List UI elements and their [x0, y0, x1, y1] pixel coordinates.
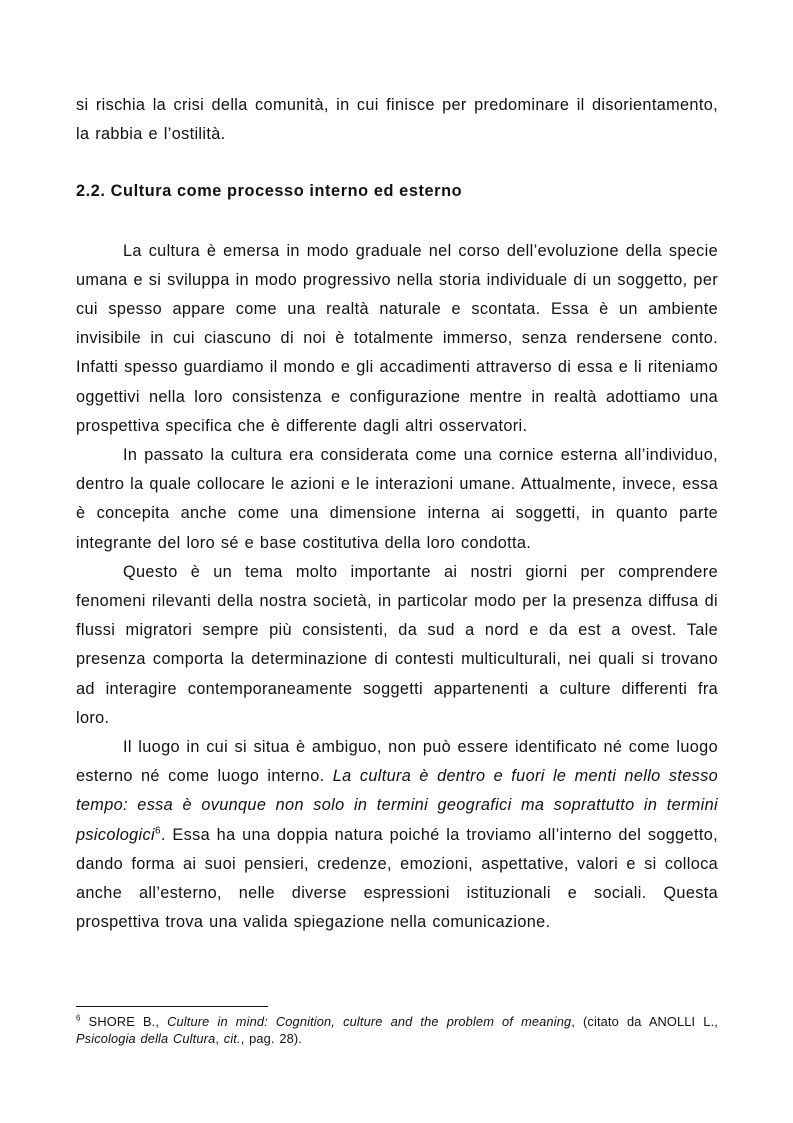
- footnote-separator: ,: [215, 1031, 224, 1046]
- footnote-middle: , (citato da ANOLLI L.,: [571, 1014, 718, 1029]
- footnote-title-1: Culture in mind: Cognition, culture and the problem of meaning: [167, 1014, 572, 1029]
- footnote-reference: 6: [154, 825, 161, 837]
- footnote-end: , pag. 28).: [240, 1031, 302, 1046]
- paragraph-3: Questo è un tema molto importante ai nostri giorni per comprendere fenomeni rilevanti della nostra società, in particolar modo per la presenza diffusa di flussi migratori sempre più consistenti, da sud a nord e da est a ovest. Tale presenza comporta la determinazione di contesti multiculturali, nei quali si trovano ad interagire contemporaneamente soggetti appartenenti a culture differenti fra loro.: [76, 562, 718, 727]
- paragraph-4-quote: La cultura è dentro e fuori le menti nello stesso tempo: essa è ovunque non solo in termini geografici ma soprattutto in termini psicologici: [76, 767, 718, 844]
- footnote-author: SHORE B.,: [80, 1014, 168, 1029]
- footnote-number: 6: [76, 1013, 81, 1023]
- paragraph-1: La cultura è emersa in modo graduale nel corso dell’evoluzione della specie umana e si sviluppa in modo progressivo nella storia individuale di un soggetto, per cui spesso appare come una realtà naturale e scontata. Essa è un ambiente invisibile in cui ciascuno di noi è totalmente immerso, senza rendersene conto. Infatti spesso guardiamo il mondo e gli accadimenti attraverso di essa e li riteniamo oggettivi nella loro consistenza e configurazione mentre in realtà adottiamo una prospettiva specifica che è differente dagli altri osservatori.: [76, 241, 718, 435]
- footnote-divider: [76, 1006, 268, 1007]
- page-body: [76, 91, 718, 937]
- top-paragraph: si rischia la crisi della comunità, in cui finisce per predominare il disorientamento, la rabbia e l’ostilità.: [76, 96, 718, 144]
- footnote-title-2: Psicologia della Cultura: [76, 1031, 216, 1046]
- footnote-cit: cit.: [223, 1031, 241, 1046]
- section-heading: 2.2. Cultura come processo interno ed esterno: [76, 182, 463, 201]
- footnote: [76, 1013, 718, 1047]
- paragraph-4: [76, 733, 718, 937]
- paragraph-2: In passato la cultura era considerata come una cornice esterna all’individuo, dentro la quale collocare le azioni e le interazioni umane. Attualmente, invece, essa è concepita anche come una dimensione interna ai soggetti, in quanto parte integrante del loro sé e base costitutiva della loro condotta.: [76, 446, 718, 552]
- paragraph-4-end: . Essa ha una doppia natura poiché la troviamo all’interno del soggetto, dando forma ai suoi pensieri, credenze, emozioni, aspettative, valori e si colloca anche all’esterno, nelle diverse espressioni istituzionali e sociali. Questa prospettiva trova una valida spiegazione nella comunicazione.: [76, 825, 718, 932]
- paragraph-4-start: Il luogo in cui si situa è ambiguo, non può essere identificato né come luogo esterno né come luogo interno.: [76, 738, 718, 786]
